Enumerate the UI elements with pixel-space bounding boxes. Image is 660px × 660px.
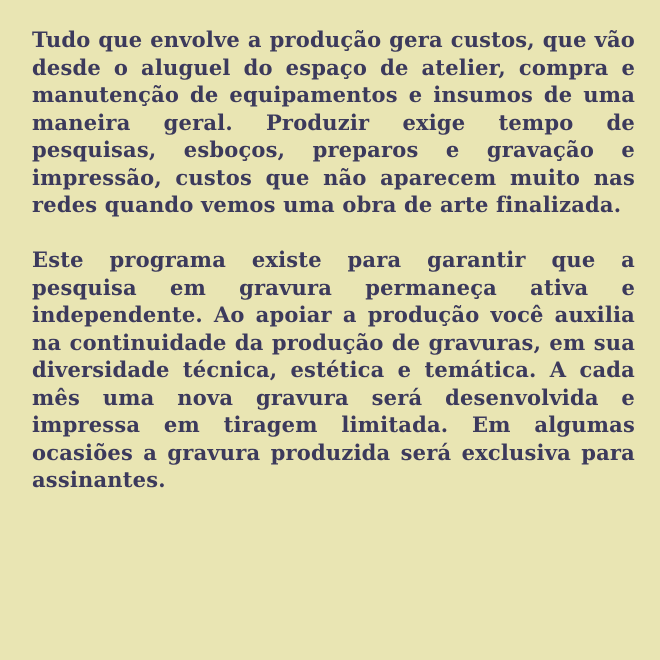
text-block: [32, 26, 635, 494]
paragraph-costs: Tudo que envolve a produção gera custos, que vão desde o aluguel do espaço de atelier, compra e manutenção de equipamentos e insumos de uma maneira geral. Produzir exige tempo de pesquisas, esboços, preparos e gravação e impressão, custos que não aparecem muito nas redes quando vemos uma obra de arte finalizada.: [32, 27, 635, 217]
paragraph-program: Este programa existe para garantir que a pesquisa em gravura permaneça ativa e independente. Ao apoiar a produção você auxilia na continuidade da produção de gravuras, em sua diversidade técnica, estética e temática. A cada mês uma nova gravura será desenvolvida e impressa em tiragem limitada. Em algumas ocasiões a gravura produzida será exclusiva para assinantes.: [32, 247, 635, 492]
